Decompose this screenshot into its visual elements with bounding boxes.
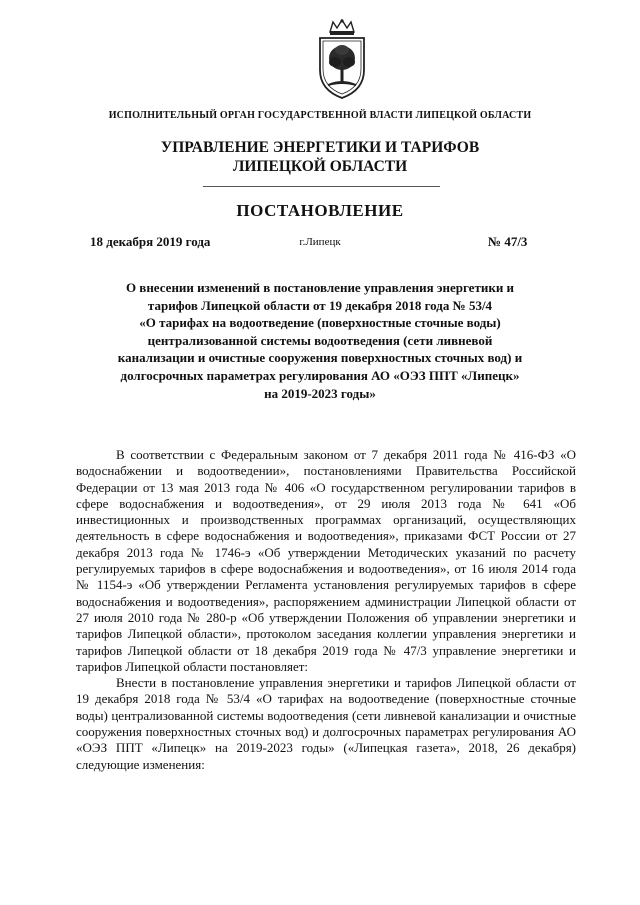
org-line: ИСПОЛНИТЕЛЬНЫЙ ОРГАН ГОСУДАРСТВЕННОЙ ВЛАСТИ ЛИПЕЦКОЙ ОБЛАСТИ [108, 110, 532, 121]
subject-line: О внесении изменений в постановление управления энергетики и [125, 280, 515, 295]
body-paragraph-preamble: В соответствии с Федеральным законом от 7 декабря 2011 года № 416-ФЗ «О водоснабжении и водоотведении», постановлениями Правительства Российской Федерации от 13 мая 2013 года № 406 «О государственном регулировании тарифов в сфере водоснабжения и водоотведения», от 29 июля 2013 года № 641 «Об инвестиционных и производственных программах организаций, осуществляющих деятельность в сфере водоснабжения и водоотведения», приказами ФСТ России от 27 декабря 2013 года № 1746-э «Об утверждении Методических указаний по расчету регулируемых тарифов в сфере водоснабжения и водоотведения», от 16 июля 2014 года № 1154-э «Об утверждении Регламента установления регулируемых тарифов в сфере водоснабжения и водоотведения», распоряжением администрации Липецкой области от 27 июля 2010 года № 280-р «Об утверждении Положения об управлении энергетики и тарифов Липецкой области», протоколом заседания коллегии управления энергетики и тарифов Липецкой области от 18 декабря 2019 года № 47/3 управление энергетики и тарифов Липецкой области постановляет: [76, 447, 576, 674]
department-line-1: УПРАВЛЕНИЕ ЭНЕРГЕТИКИ И ТАРИФОВ [160, 139, 480, 156]
subject-line: канализации и очистные сооружения поверхностных сточных вод) и [117, 350, 523, 366]
document-type: ПОСТАНОВЛЕНИЕ [236, 201, 404, 220]
body-paragraph-resolution: Внести в постановление управления энергетики и тарифов Липецкой области от 19 декабря 2018 года № 53/4 «О тарифах на водоотведение (поверхностные сточные воды) централизованной системы водоотведения (сети ливневой канализации и очистные сооружения поверхностных сточных вод) и долгосрочных параметрах регулирования АО «ОЭЗ ППТ «Липецк» на 2019-2023 годы» («Липецкая газета», 2018, 26 декабря) следующие изменения: [76, 675, 576, 772]
document-body [76, 447, 576, 773]
document-date: 18 декабря 2019 года [90, 234, 211, 249]
document-subject [90, 279, 550, 402]
subject-line: тарифов Липецкой области от 19 декабря 2018 года № 53/4 [147, 297, 493, 313]
department-title [0, 138, 640, 176]
subject-line: долгосрочных параметрах регулирования АО «ОЭЗ ППТ «Липецк» [120, 367, 520, 383]
department-line-2: ЛИПЕЦКОЙ ОБЛАСТИ [232, 158, 408, 175]
coat-of-arms-icon [314, 18, 370, 100]
subject-line: на 2019-2023 годы» [264, 385, 376, 401]
subject-line: «О тарифах на водоотведение (поверхностные сточные воды) [139, 315, 501, 331]
document-city: г.Липецк [299, 236, 341, 248]
header-divider [203, 186, 440, 187]
subject-line: централизованной системы водоотведения (сети ливневой [147, 332, 493, 348]
document-number: № 47/3 [488, 234, 528, 249]
